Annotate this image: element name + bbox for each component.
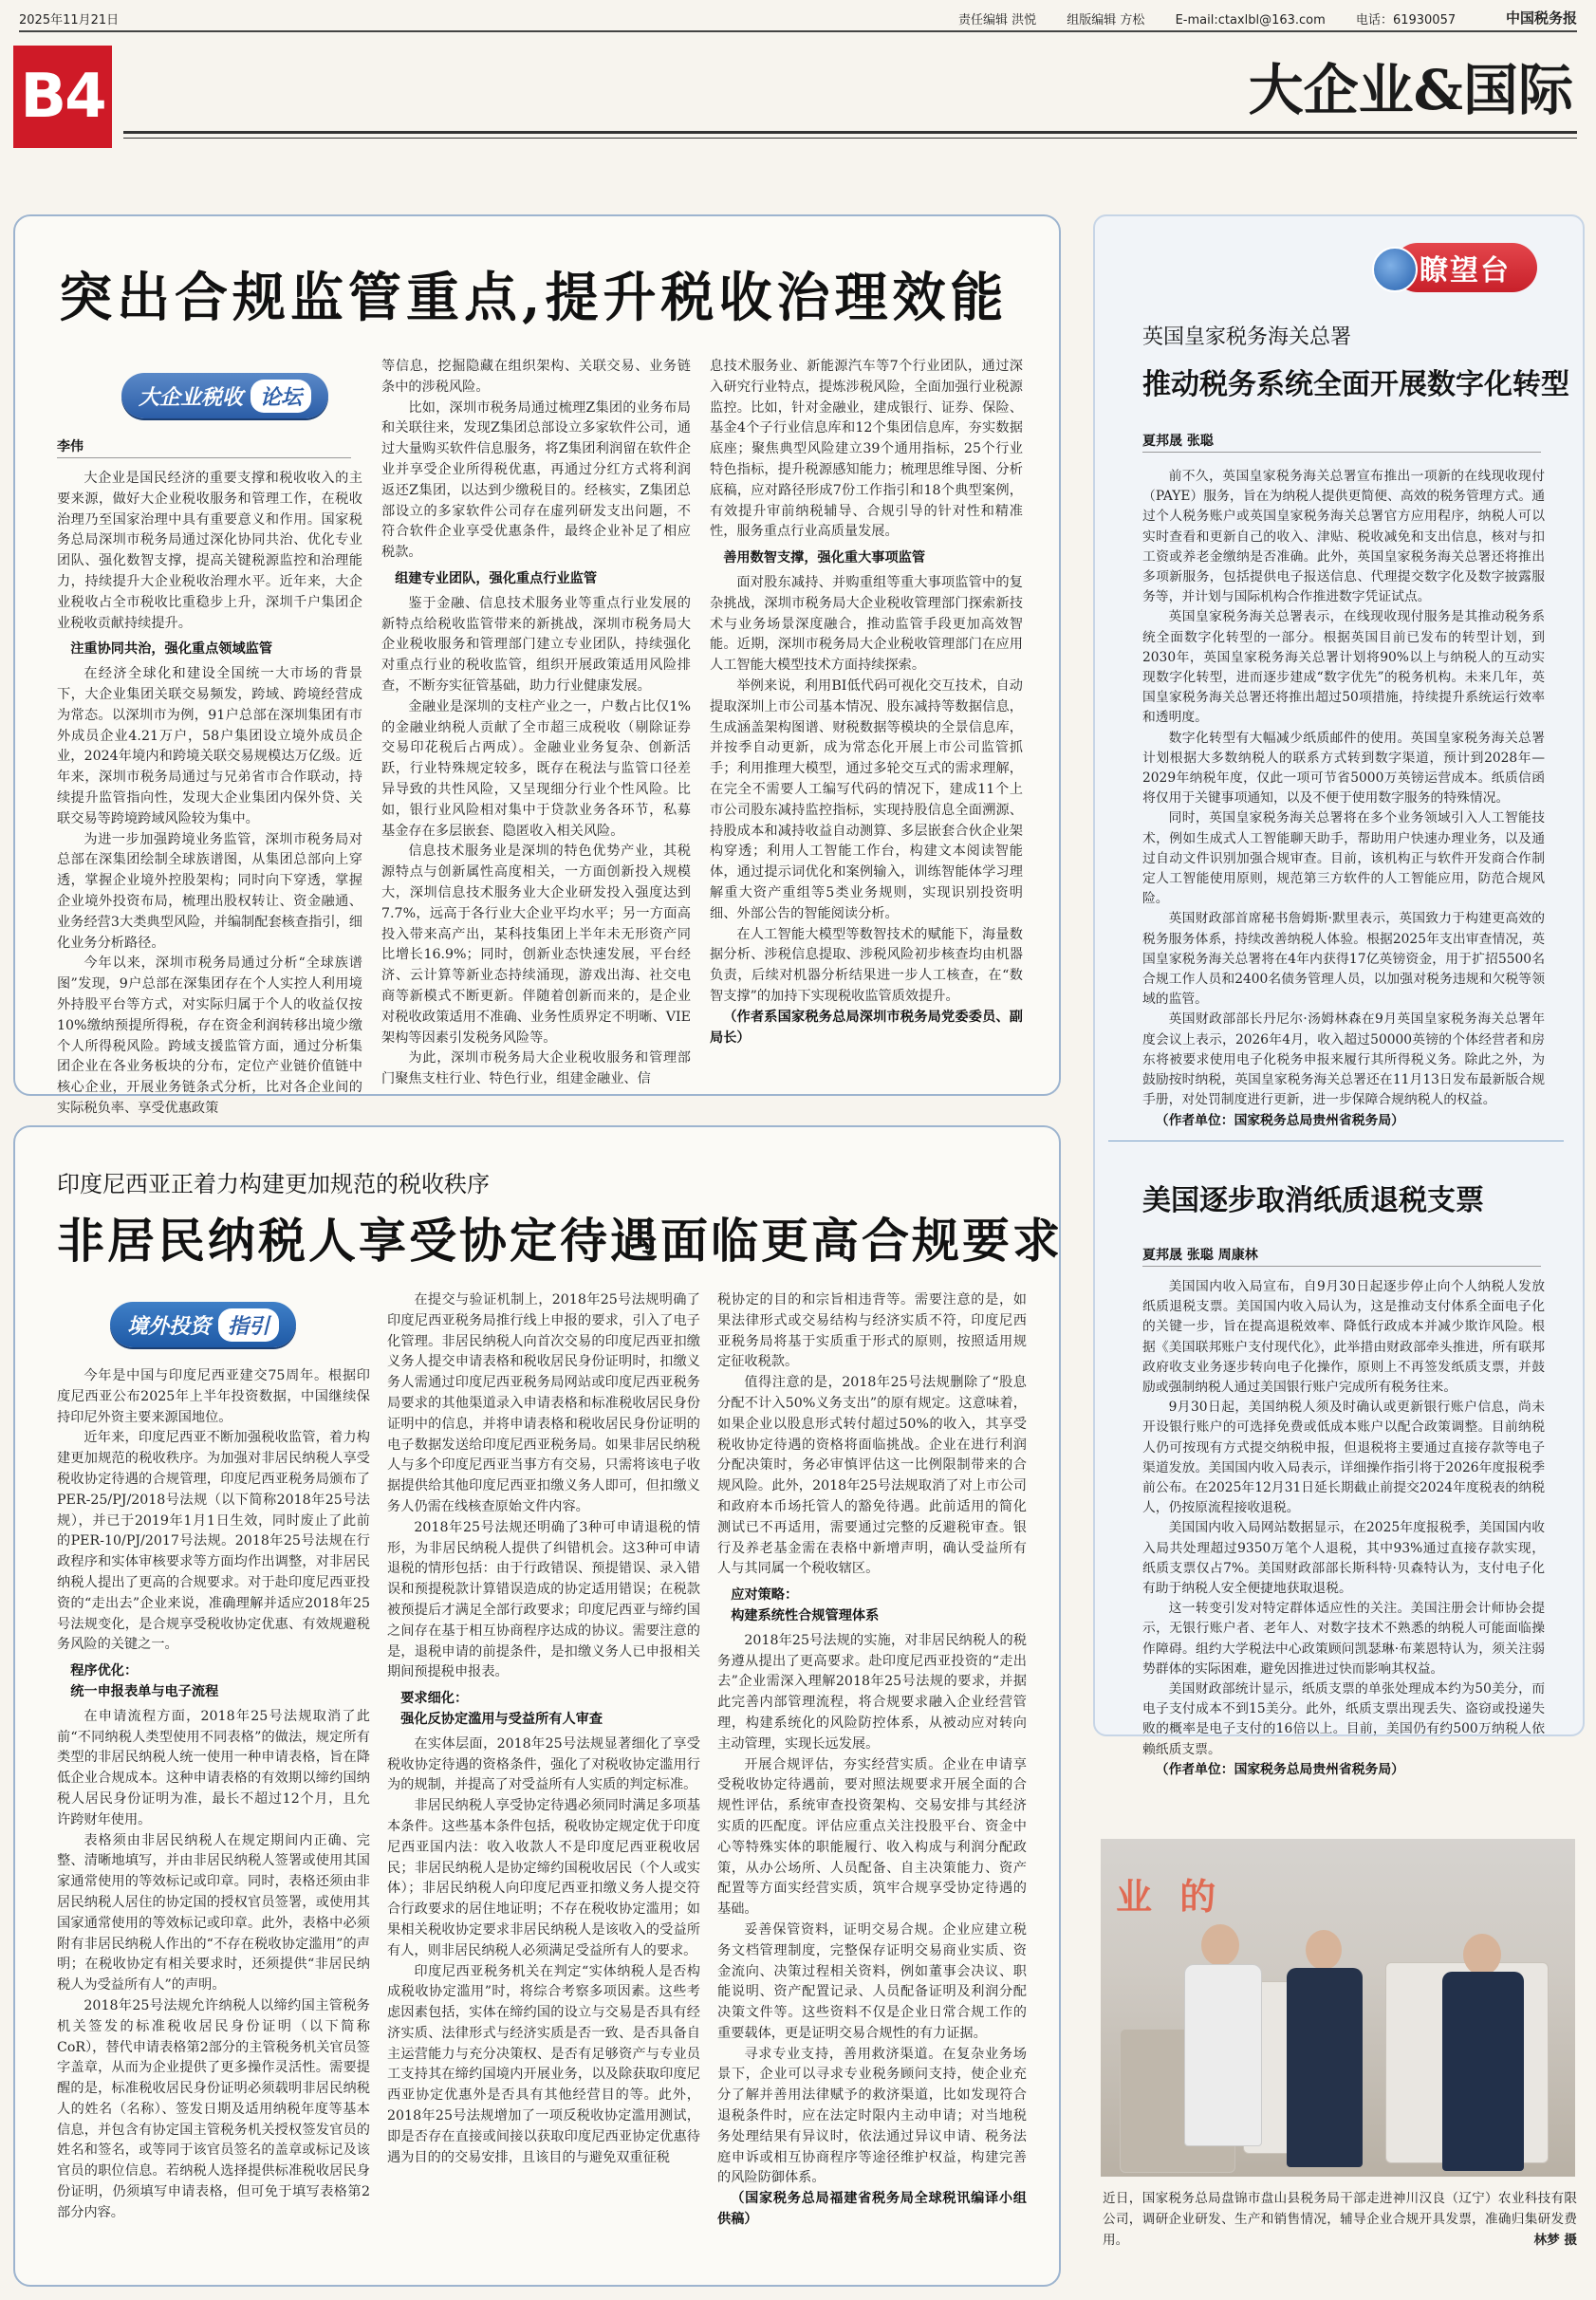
- issue-date: 2025年11月21日: [19, 13, 120, 28]
- article2-column-3: [717, 1290, 1027, 2268]
- paragraph: 印度尼西亚税务机关在判定“实体纳税人是否构成税收协定滥用”时，将综合考察多项因素。这些考虑因素包括，实体在缔约国的设立与交易是否具有经济实质、法律形式与经济实质是否一致、是否具备自主运营能力与充分决策权、是否有足够资产与专业员工支持其在缔约国境内开展业务，以及除获取印度尼西亚协定优惠外是否具有其他经营目的等。此外，2018年25号法规增加了一项反税收协定滥用测试，即是否存在直接或间接以获取印度尼西亚协定优惠待遇为目的的交易安排，且该目的与避免双重征税: [387, 1963, 700, 2165]
- paragraph: 值得注意的是，2018年25号法规删除了“股息分配不计入50%义务支出”的原有规定。这意味着，如果企业以股息形式转付超过50%的收入，其享受税收协定待遇的资格将面临挑战。企业在进行利润分配决策时，务必审慎评估这一比例限制带来的合规风险。此外，2018年25号法规取消了对上市公司和政府本币场托管人的豁免待遇。此前适用的简化测试已不再适用，需要通过完整的反避税审查。银行及养老基金需在表格中新增声明，确认受益所有人与其同属一个税收辖区。: [717, 1375, 1027, 1577]
- side-story1-body: [1142, 467, 1545, 1128]
- author-affiliation: （作者系国家税务总局深圳市税务局党委委员、副局长）: [710, 1009, 1023, 1046]
- paragraph: 英国财政部部长丹尼尔·汤姆林森在9月英国皇家税务海关总署年度会议上表示，2026年4月，收入超过50000英镑的个体经营者和房东将被要求使用电子化税务申报来履行其所得税义务。除此之外，为鼓励按时纳税，英国皇家税务海关总署还在11月13日发布最新版合规手册，对处罚制度进行更新，进一步保障合规纳税人的权益。: [1142, 1011, 1545, 1108]
- phone: 电话：61930057: [1355, 13, 1457, 28]
- photo-person-head: [1201, 1924, 1239, 1966]
- side-story2-body: [1142, 1277, 1545, 1777]
- paragraph: 9月30日起，美国纳税人须及时确认或更新银行账户信息，尚未开设银行账户的可选择免费或低成本账户以配合政策调整。目前纳税人仍可按现有方式提交纳税申报，但退税将主要通过直接存款等电子渠道发放。美国国内收入局表示，详细操作指引将于2026年度报税季前公布。在2025年12月31日延长期截止前提交2024年度税表的纳税人，仍按原流程接收退税。: [1142, 1400, 1545, 1516]
- paragraph: 举例来说，利用BI低代码可视化交互技术，自动提取深圳上市公司基本情况、股东减持等数据信息，生成涵盖架构图谱、财税数据等模块的全景信息库，并按季自动更新，成为常态化开展上市公司监管抓手；利用推理大模型，通过多轮交互式的需求理解，在完全不需要人工编写代码的情况下，建成11个上市公司股东减持监控指标，实现持股信息全面溯源、持股成本和减持收益自动测算、多层嵌套合伙企业架构穿透；利用人工智能工作台，构建文本阅读智能体，通过提示词优化和案例输入，训练智能体学习理解重大资产重组等5类业务规则，实现识别投资明细、外部公告的智能阅读分析。: [710, 677, 1023, 921]
- subheading: 要求细化： 强化反协定滥用与受益所有人审查: [400, 1691, 603, 1727]
- logo-text: 瞭望台: [1420, 254, 1511, 288]
- paragraph-continued: 等信息，挖掘隐藏在组织架构、关联交易、业务链条中的涉税风险。: [381, 359, 691, 395]
- paragraph: 美国国内收入局宣布，自9月30日起逐步停止向个人纳税人发放纸质退税支票。美国国内收入局认为，这是推动支付体系全面电子化的关键一步，旨在提高退税效率、降低行政成本并减少欺诈风险。根据《美国联邦账户支付现代化》，此举措由财政部牵头推进，所有联邦政府收支业务逐步转向电子化操作，原则上不再签发纸质支票，并鼓励或强制纳税人通过美国银行账户完成所有税务往来。: [1142, 1279, 1545, 1396]
- badge-tail: 指引: [218, 1308, 279, 1342]
- paragraph: 在经济全球化和建设全国统一大市场的背景下，大企业集团关联交易频发，跨域、跨境经营成为常态。以深圳市为例，91户总部在深圳集团有市外成员企业4.21万户，58户集团设立境外成员企业，2024年境内和跨境关联交易规模达万亿级。近年来，深圳市税务局通过与兄弟省市合作联动，持续提升监管指向性，发现大企业集团内保外贷、关联交易等跨境跨域风险较为集中。: [57, 666, 362, 826]
- paragraph: 近年来，印度尼西亚不断加强税收监管，着力构建更加规范的税收秩序。为加强对非居民纳税人享受税收协定待遇的合规管理，印度尼西亚税务局颁布了PER-25/PJ/2018号法规（以下简称2018年25号法规），并已于2019年1月1日生效，同时废止了此前的PER-10/PJ/2017号法规。2018年25号法规在行政程序和实体审核要求等方面均作出调整，对非居民纳税人提出了更高的合规要求。对于赴印度尼西亚投资的“走出去”企业来说，准确理解并适应2018年25号法规变化，是合规享受税收协定优惠、有效规避税务风险的关键之一。: [57, 1430, 370, 1653]
- author-affiliation: （作者单位：国家税务总局贵州省税务局）: [1155, 1761, 1404, 1777]
- author-rule: [1142, 452, 1541, 453]
- article2-headline[interactable]: 非居民纳税人享受协定待遇面临更高合规要求: [57, 1213, 1063, 1269]
- side-story2-headline[interactable]: 美国逐步取消纸质退税支票: [1142, 1184, 1484, 1217]
- masthead-strip: [19, 8, 1577, 28]
- paragraph: 妥善保管资料，证明交易合规。企业应建立税务文档管理制度，完整保存证明交易商业实质、资金流向、决策过程相关资料，例如董事会决议、职能说明、资产配置记录、人员配备证明及利润分配决策文件等。这些资料不仅是企业日常合规工作的重要载体，更是证明交易合规性的有力证据。: [717, 1921, 1027, 2041]
- badge-tail: 论坛: [251, 380, 311, 413]
- paragraph: 今年是中国与印度尼西亚建交75周年。根据印度尼西亚公布2025年上半年投资数据，中国继续保持印尼外资主要来源国地位。: [57, 1368, 370, 1425]
- watchtower-logo: [1393, 243, 1537, 292]
- paragraph: 鉴于金融、信息技术服务业等重点行业发展的新特点给税收监管带来的新挑战，深圳市税务局大企业税收服务和管理部门建立专业团队，持续强化对重点行业的税收监管，组织开展政策适用风险排查，不断夯实征管基础，助力行业健康发展。: [381, 595, 691, 694]
- paragraph: 信息技术服务业是深圳的特色优势产业，其税源特点与创新属性高度相关，一方面创新投入规模大，深圳信息技术服务业大企业研发投入强度达到7.7%，远高于各行业大企业平均水平；另一方面高投入带来高产出，某科技集团上半年未无形资产同比增长16.9%；同时，创新业态快速发展，平台经济、云计算等新业态持续涌现，游戏出海、社交电商等新模式不断更新。伴随着创新而来的，是企业对税收政策适用不准确、业务性质界定不明晰、VIE架构等因素引发税务风险等。: [381, 844, 691, 1046]
- credits: [958, 9, 1482, 28]
- badge-label: 境外投资: [127, 1314, 212, 1339]
- paragraph: 在申请流程方面，2018年25号法规取消了此前“不同纳税人类型使用不同表格”的做法，规定所有类型的非居民纳税人统一使用一种申请表格，旨在降低企业合规成本。这种申请表格的有效期以缔约国纳税人居民身份证明为准，最长不超过12个月，且允许跨财年使用。: [57, 1708, 370, 1827]
- photo-person-officer: [1287, 1968, 1363, 2167]
- paragraph: 为此，深圳市税务局大企业税收服务和管理部门聚焦支柱行业、特色行业，组建金融业、信: [381, 1050, 691, 1087]
- photo-person-head: [1463, 1934, 1501, 1975]
- paragraph: 2018年25号法规还明确了3种可申请退税的情形，为非居民纳税人提供了纠错机会。这3种可申请退税的情形包括：由于行政错误、预提错误、录入错误和预提税款计算错误造成的协定适用错误；在税款被预提后才满足全部行政要求；印度尼西亚与缔约国之间存在基于相互协商程序达成的协议。需要注意的是，退税申请的前提条件，是扣缴义务人已申报相关期间预提税申报表。: [387, 1519, 700, 1680]
- top-rule: [19, 30, 1577, 32]
- paragraph: 大企业是国民经济的重要支撑和税收收入的主要来源，做好大企业税收服务和管理工作，在税收治理乃至国家治理中具有重要意义和作用。国家税务总局深圳市税务局通过深化协同共治、优化专业团队、强化数智支撑，提高关键税源监控和治理能力，持续提升大企业税收治理水平。近年来，大企业税收占全市税收比重稳步上升，深圳千户集团企业税收贡献持续提升。: [57, 471, 362, 631]
- photo-person-head: [1306, 1930, 1342, 1970]
- section-title: 大企业&国际: [1248, 58, 1573, 122]
- column-badge-investment: [110, 1302, 296, 1347]
- author-affiliation: （国家税务总局福建省税务局全球税讯编译小组供稿）: [717, 2191, 1027, 2228]
- paragraph: 前不久，英国皇家税务海关总署宣布推出一项新的在线现收现付（PAYE）服务，旨在为纳税人提供更简便、高效的税务管理方式。通过个人税务账户或英国皇家税务海关总署官方应用程序，纳税人可以实时查看和更新自己的收入、津贴、税收减免和支出信息，核对与扣工资或养老金缴纳是否准确。此外，英国皇家税务海关总署还将推出多项新服务，包括提供电子报送信息、代理提交数字化及数字披露服务等，并计划与国际机构合作推进数字凭证试点。: [1142, 469, 1545, 605]
- author-affiliation: （作者单位：国家税务总局贵州省税务局）: [1155, 1112, 1404, 1128]
- section-rule: [123, 131, 1577, 134]
- photo-person-officer: [1442, 1972, 1524, 2171]
- article1-headline[interactable]: 突出合规监管重点,提升税收治理效能: [59, 267, 1009, 329]
- globe-icon: [1372, 247, 1418, 292]
- article1-column-3: [710, 357, 1023, 1074]
- editor: 责任编辑 洪悦: [958, 13, 1037, 28]
- paragraph: 寻求专业支持，善用救济渠道。在复杂业务场景下，企业可以寻求专业税务顾问支持，使企业充分了解并善用法律赋予的救济渠道，比如发现符合退税条件时，应在法定时限内主动申请；对当地税务处理结果有异议时，依法通过异议申请、税务法庭申诉或相互协商程序等途径维护权益，构建完善的风险防御体系。: [717, 2046, 1027, 2186]
- article1-column-2: [381, 357, 691, 1087]
- paragraph: 今年以来，深圳市税务局通过分析“全球族谱图”发现，9户总部在深集团存在个人实控人利用境外持股平台等方式，对实际归属于个人的收益仅按10%缴纳预提所得税，存在资金利润转移出境少缴个人所得税风险。跨域支援监管方面，通过分析集团企业在各业务板块的分布，定位产业链价值链中核心企业，开展业务链条式分析，比对各企业间的实际税负率、享受优惠政策: [57, 955, 362, 1116]
- paragraph: 面对股东减持、并购重组等重大事项监管中的复杂挑战，深圳市税务局大企业税收管理部门探索新技术与业务场景深度融合，推动监管手段更加高效智能。近期，深圳市税务局大企业税收管理部门在应用人工智能大模型技术方面持续探索。: [710, 574, 1023, 674]
- photo-person-worker: [1184, 1964, 1262, 2146]
- subheading: 组建专业团队，强化重点行业监管: [395, 570, 598, 586]
- subheading: 善用数智支撑，强化重大事项监管: [723, 550, 926, 566]
- article1-column-1: [57, 469, 362, 1116]
- paragraph: 美国财政部统计显示，纸质支票的单张处理成本约为50美分，而电子支付成本不到15美分。此外，纸质支票出现丢失、盗窃或投递失败的概率是电子支付的16倍以上。目前，美国仍有约500万纳税人依赖纸质支票。: [1142, 1681, 1545, 1757]
- column-badge-forum: [121, 373, 328, 418]
- paragraph: 2018年25号法规的实施，对非居民纳税人的税务遵从提出了更高要求。赴印度尼西亚投资的“走出去”企业需深入理解2018年25号法规的要求，并据此完善内部管理流程，将合规要求融入企业经营管理，构建系统化的风险防控体系，从被动应对转向主动管理，实现长远发展。: [717, 1632, 1027, 1752]
- paragraph: 在实体层面，2018年25号法规显著细化了享受税收协定待遇的资格条件，强化了对税收协定滥用行为的规制，并提高了对受益所有人实质的判定标准。: [387, 1735, 700, 1793]
- paragraph: 在人工智能大模型等数智技术的赋能下，海量数据分析、涉税信息提取、涉税风险初步核查均由机器负责，后续对机器分析结果进一步人工核查，在“数智支撑”的加持下实现税收监管质效提升。: [710, 926, 1023, 1004]
- paragraph: 英国皇家税务海关总署表示，在线现收现付服务是其推动税务系统全面数字化转型的一部分。根据英国目前已发布的转型计划，到2030年，英国皇家税务海关总署计划将90%以上与纳税人的互动实现数字化转型，进而逐步建成“数字优先”的税务机构。未来几年，英国皇家税务海关总署还将推出超过50项措施，持续提升系统运行效率和透明度。: [1142, 609, 1545, 726]
- side-story1-kicker: 英国皇家税务海关总署: [1142, 325, 1352, 349]
- layout-editor: 组版编辑 方松: [1067, 13, 1145, 28]
- publication-name: 中国税务报: [1505, 9, 1577, 27]
- subheading: 程序优化： 统一申报表单与电子流程: [70, 1663, 219, 1699]
- article2-column-1: [57, 1366, 370, 2268]
- paragraph-continued: 息技术服务业、新能源汽车等7个行业团队，通过深入研究行业特点，提炼涉税风险，全面加强行业税源监控。比如，针对金融业，建成银行、证券、保险、基金4个子行业信息库和12个集团信息库，夯实数据底座；聚焦典型风险建立39个通用指标，25个行业特色指标，提升税源感知能力；梳理思维导图、分析底稿，应对路径形成7份工作指引和18个典型案例，有效提升审前纳税辅导、合规引导的针对性和精准性，服务重点行业高质量发展。: [710, 359, 1023, 540]
- side-story1-headline[interactable]: 推动税务系统全面开展数字化转型: [1142, 368, 1569, 401]
- photo-caption: [1103, 2188, 1577, 2251]
- page-number-badge: B4: [13, 46, 112, 148]
- paragraph-continued: 税协定的目的和宗旨相违背等。需要注意的是，如果法律形式或交易结构与经济实质不符，印度尼西亚税务局将基于实质重于形式的原则，按照适用规定征收税款。: [717, 1292, 1027, 1370]
- paragraph: 英国财政部首席秘书詹姆斯·默里表示，英国致力于构建更高效的税务服务体系，持续改善纳税人体验。根据2025年支出审查情况，英国皇家税务海关总署将在4年内获得17亿英镑资金，用于扩招5500名合规工作人员和2400名债务管理人员，以加强对税务违规和欠税等领域的监管。: [1142, 911, 1545, 1008]
- photo-background-banner: 业 的: [1116, 1876, 1224, 1918]
- subheading: 注重协同共治，强化重点领域监管: [70, 641, 273, 658]
- paragraph: 同时，英国皇家税务海关总署将在多个业务领域引入人工智能技术，例如生成式人工智能聊天助手，帮助用户快速办理业务，以及通过自动文件识别加强合规审查。目前，该机构正与软件开发商合作制定人工智能使用原则，规范第三方软件的人工智能应用，防范合规风险。: [1142, 810, 1545, 907]
- article2-kicker: 印度尼西亚正着力构建更加规范的税收秩序: [57, 1171, 490, 1197]
- subheading: 应对策略： 构建系统性合规管理体系: [731, 1587, 880, 1623]
- paragraph: 金融业是深圳的支柱产业之一，户数占比仅1%的金融业纳税人贡献了全市超三成税收（剔除证券交易印花税后占两成）。金融业业务复杂、创新活跃，行业特殊规定较多，既存在税法与监管口径差异导致的共性风险，又呈现细分行业个性风险。比如，银行业风险相对集中于贷款业务各环节，私募基金存在多层嵌套、隐匿收入相关风险。: [381, 698, 691, 839]
- article1-author: 李伟: [57, 439, 84, 454]
- paragraph: 在提交与验证机制上，2018年25号法规明确了印度尼西亚税务局推行线上申报的要求，引入了电子化管理。非居民纳税人向首次交易的印度尼西亚扣缴义务人提交申请表格和税收居民身份证明时，扣缴义务人需通过印度尼西亚税务局网站或印度尼西亚税务局要求的其他渠道录入申请表格和标准税收居民身份证明中的信息，并将申请表格和税收居民身份证明的电子数据发送给印度尼西亚税务局。如果非居民纳税人与多个印度尼西亚当事方有交易，只需将该电子收据提供给其他印度尼西亚扣缴义务人即可，但扣缴义务人仍需在线核查原始文件内容。: [387, 1292, 700, 1514]
- photo-credit: 林梦 摄: [1533, 2233, 1577, 2248]
- paragraph: 为进一步加强跨境业务监管，深圳市税务局对总部在深集团绘制全球族谱图，从集团总部向上穿透，掌握企业境外控股架构；同时向下穿透，掌握企业境外投资布局，梳理出股权转让、资金融通、业务经营3大类典型风险，并编制配套核查指引，细化业务分析路径。: [57, 831, 362, 951]
- paragraph: 2018年25号法规允许纳税人以缔约国主管税务机关签发的标准税收居民身份证明（以下简称CoR），替代申请表格第2部分的主管税务机关官员签字盖章，从而为企业提供了更多操作灵活性。需要提醒的是，标准税收居民身份证明必须载明非居民纳税人的姓名（名称）、签发日期及适用纳税年度等基本信息，并包含有协定国主管税务机关授权签发官员的姓名和签名，或等同于该官员签名的盖章或标记及该官员的职位信息。若纳税人选择提供标准税收居民身份证明，仍须填写申请表格，但可免于填写表格第2部分内容。: [57, 1997, 370, 2220]
- news-photo: [1101, 1839, 1575, 2177]
- article2-column-2: [387, 1290, 700, 2268]
- author-rule: [57, 457, 351, 458]
- author-rule: [1142, 1266, 1541, 1267]
- side-story2-author: 夏邦晟 张聪 周康林: [1142, 1248, 1258, 1263]
- section-rule-thin: [123, 138, 1577, 139]
- badge-label: 大企业税收: [139, 385, 244, 410]
- paragraph: 美国国内收入局网站数据显示，在2025年度报税季，美国国内收入局共处理超过9350万笔个人退税，其中93%通过直接存款实现，纸质支票仅占7%。美国财政部部长斯科特·贝森特认为，支付电子化有助于纳税人安全便捷地获取退税。: [1142, 1520, 1545, 1597]
- email[interactable]: E-mail:ctaxlbl@163.com: [1175, 13, 1326, 28]
- paragraph: 比如，深圳市税务局通过梳理Z集团的业务布局和关联往来，发现Z集团总部设立多家软件公司，通过大量购买软件信息服务，将Z集团利润留在软件企业并享受企业所得税优惠，再通过分红方式将利润返还Z集团，以达到少缴税目的。经核实，Z集团总部设立的多家软件公司存在虚列研发支出问题，不符合软件企业享受优惠条件，最终企业补足了相应税款。: [381, 399, 691, 561]
- paragraph: 表格须由非居民纳税人在规定期间内正确、完整、清晰地填写，并由非居民纳税人签署或使用其国家通常使用的等效标记或印章。同时，表格还须由非居民纳税人居住的协定国的授权官员签署，或使用其国家通常使用的等效标记或印章。此外，表格中必须附有非居民纳税人作出的“不存在税收协定滥用”的声明；在税收协定有相关要求时，还须提供“非居民纳税人为受益所有人”的声明。: [57, 1832, 370, 1994]
- paragraph: 非居民纳税人享受协定待遇必须同时满足多项基本条件。这些基本条件包括，税收协定规定优于印度尼西亚国内法：收入收款人不是印度尼西亚税收居民；非居民纳税人是协定缔约国税收居民（个人或实体）；非居民纳税人向印度尼西亚扣缴义务人提交符合行政要求的居住地证明；不存在税收协定滥用；如果相关税收协定要求非居民纳税人是该收入的受益所有人，则非居民纳税人必须满足受益所有人的要求。: [387, 1798, 700, 1958]
- paragraph: 数字化转型有大幅减少纸质邮件的使用。英国皇家税务海关总署计划根据大多数纳税人的联系方式转到数字渠道，预计到2028年—2029年纳税年度，仅此一项可节省5000万英镑运营成本。纸质信函将仅用于关键事项通知，以及不便于使用数字服务的特殊情况。: [1142, 730, 1545, 807]
- side-story1-author: 夏邦晟 张聪: [1142, 434, 1214, 449]
- paragraph: 这一转变引发对特定群体适应性的关注。美国注册会计师协会提示，无银行账户者、老年人、对数字技术不熟悉的纳税人可能面临操作障碍。组约大学税法中心政策顾问凯瑟琳·布莱恩特认为，须关注弱势群体的实际困难，避免因推进过快而影响其权益。: [1142, 1601, 1545, 1677]
- caption-text: 近日，国家税务总局盘锦市盘山县税务局干部走进神川汉良（辽宁）农业科技有限公司，调研企业研发、生产和销售情况，辅导企业合规开具发票，准确归集研发费用。: [1103, 2191, 1577, 2248]
- paragraph: 开展合规评估，夯实经营实质。企业在申请享受税收协定待遇前，要对照法规要求开展全面的合规性评估，系统审查投资架构、交易安排与其经济实质的匹配度。评估应重点关注投股平台、资金中心等特殊实体的职能履行、收入构成与利润分配政策，从办公场所、人员配备、自主决策能力、资产配置等方面实经营实质，筑牢合规享受协定待遇的基础。: [717, 1756, 1027, 1918]
